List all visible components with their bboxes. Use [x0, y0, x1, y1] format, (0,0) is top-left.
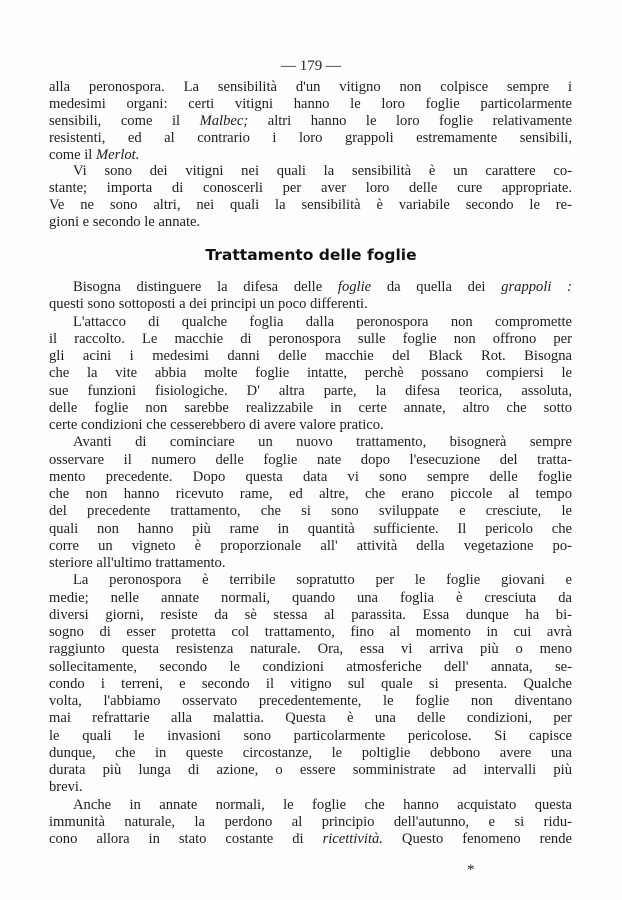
text-run: cono allora in stato costante di — [49, 831, 323, 847]
text-line — [49, 831, 572, 848]
text-run: gioni e secondo le annate. — [49, 214, 201, 231]
text-line — [49, 279, 572, 296]
text-line — [49, 572, 572, 589]
text-line — [49, 331, 572, 348]
text-line — [49, 147, 572, 164]
text-block-section — [49, 279, 572, 848]
text-run: condo i terreni, e secondo il vitigno sul quale si presenta. Qualche — [49, 675, 572, 692]
text-run: steriore all'ultimo trattamento. — [49, 555, 226, 571]
text-line — [49, 590, 572, 607]
text-line — [49, 113, 572, 130]
text-run: medie; nelle annate normali, quando una foglia è cresciuta da — [49, 589, 572, 606]
text-run: sue funzioni fisiologiche. D' altra parte, la difesa teorica, assoluta, — [49, 382, 572, 399]
text-run: stante; importa di conoscerli per aver loro delle cure appropriate. — [49, 180, 572, 197]
text-line — [49, 555, 572, 572]
text-line — [49, 538, 572, 555]
text-line — [49, 348, 572, 365]
text-line — [49, 762, 572, 779]
text-block-intro — [49, 79, 572, 231]
italic-text: foglie — [337, 279, 372, 295]
text-run: volta, l'abbiamo osservato precedentemente, le foglie non diventano — [49, 693, 572, 709]
text-line — [49, 130, 572, 147]
text-line — [49, 728, 572, 745]
text-run: Vi sono dei vitigni nei quali la sensibilità è un carattere co- — [73, 163, 572, 180]
text-run: dunque, che in queste circostanze, le poltiglie debbono avere una — [49, 744, 572, 761]
text-run: durata più lunga di azione, o essere somministrate ad intervalli più — [49, 762, 572, 778]
text-run: Questo fenomeno rende — [382, 831, 572, 847]
section-heading: Trattamento delle foglie — [205, 246, 417, 264]
text-run: sogno di esser protetta col trattamento, fino al momento in cui avrà — [49, 624, 572, 640]
text-run: sollecitamente, secondo le condizioni atmosferiche dell' annata, se- — [49, 658, 572, 675]
italic-text: ricettività. — [322, 831, 383, 847]
text-run: diversi giorni, resiste da sè stessa al parassita. Essa dunque ha bi- — [49, 606, 572, 623]
text-run: La peronospora è terribile sopratutto per le foglie giovani e — [73, 572, 572, 589]
text-run: che non hanno ricevuto rame, ed altre, che erano piccole al tempo — [49, 486, 572, 502]
text-run: gli acini i medesimi danni delle macchie del Black Rot. Bisogna — [49, 348, 572, 364]
text-line — [49, 180, 572, 197]
text-line — [49, 607, 572, 624]
text-line — [49, 745, 572, 762]
text-run: che la vite abbia molte foglie intatte, perchè possano compiersi le — [49, 365, 572, 382]
text-line — [49, 314, 572, 331]
text-line — [49, 710, 572, 727]
text-line — [49, 797, 572, 814]
text-run: resistenti, ed al contrario i loro grappoli estremamente sensibili, — [49, 129, 572, 146]
text-line — [49, 659, 572, 676]
text-run: delle foglie non sarebbe realizzabile in certe annate, altro che sotto — [49, 399, 572, 416]
text-line — [49, 486, 572, 503]
page-number: — 179 — — [281, 58, 341, 74]
text-line — [49, 214, 572, 231]
text-line — [49, 383, 572, 400]
text-line — [49, 296, 572, 313]
text-run: Avanti di cominciare un nuovo trattamento, bisognerà sempre — [73, 434, 572, 451]
text-run: osservare il numero delle foglie nate dopo l'esecuzione del tratta- — [49, 451, 572, 468]
text-run: mai refrattarie alla malattia. Questa è una delle condizioni, per — [49, 710, 572, 727]
text-run: da quella dei — [371, 279, 502, 295]
text-line — [49, 521, 572, 538]
text-run: altri hanno le loro foglie relativamente — [248, 112, 572, 129]
text-run: il raccolto. Le macchie di peronospora sulle foglie non offrono per — [49, 330, 572, 347]
text-line — [49, 197, 572, 214]
text-line — [49, 96, 572, 113]
text-run: quali non hanno più rame in quantità sufficiente. Il pericolo che — [49, 520, 572, 537]
text-run: brevi. — [49, 779, 83, 796]
text-run: mento precedente. Dopo questa data vi sono sempre delle foglie — [49, 468, 572, 485]
text-run: Bisogna distinguere la difesa delle — [73, 279, 338, 295]
text-line — [49, 641, 572, 658]
text-run: del precedente trattamento, che si sono sviluppate e cresciute, le — [49, 503, 572, 520]
text-run: Anche in annate normali, le foglie che hanno acquistato questa — [73, 796, 572, 813]
text-run: certe condizioni che cesserebbero di avere valore pratico. — [49, 417, 384, 433]
text-run: L'attacco di qualche foglia dalla peronospora non compromette — [73, 313, 572, 330]
footer-mark: * — [467, 862, 475, 878]
text-line — [49, 79, 572, 96]
text-line — [49, 779, 572, 796]
text-line — [49, 452, 572, 469]
text-run: corre un vigneto è proporzionale all' attività della vegetazione po- — [49, 537, 572, 554]
text-line — [49, 163, 572, 180]
text-line — [49, 469, 572, 486]
text-line — [49, 693, 572, 710]
text-line — [49, 400, 572, 417]
text-line — [49, 624, 572, 641]
italic-text: Malbec; — [199, 112, 249, 129]
italic-text: Merlot. — [96, 146, 140, 163]
text-run: Ve ne sono altri, nei quali la sensibilità è variabile secondo le re- — [49, 197, 572, 214]
italic-text: grappoli : — [501, 279, 572, 295]
text-line — [49, 417, 572, 434]
text-run: come il — [49, 146, 97, 163]
text-run: le quali le invasioni sono particolarmente pericolose. Si capisce — [49, 727, 572, 744]
text-line — [49, 365, 572, 382]
text-run: raggiunto questa resistenza naturale. Ora, essa vi arriva più o meno — [49, 641, 572, 658]
text-run: immunità naturale, la perdono al principio dell'autunno, e si ridu- — [49, 813, 572, 830]
text-run: medesimi organi: certi vitigni hanno le loro foglie particolarmente — [49, 95, 572, 112]
text-run: alla peronospora. La sensibilità d'un vitigno non colpisce sempre i — [49, 79, 572, 95]
text-line — [49, 434, 572, 451]
text-line — [49, 503, 572, 520]
text-run: questi sono sottoposti a dei principi un poco differenti. — [49, 296, 368, 313]
text-line — [49, 676, 572, 693]
text-run: sensibili, come il — [49, 112, 200, 129]
text-line — [49, 814, 572, 831]
